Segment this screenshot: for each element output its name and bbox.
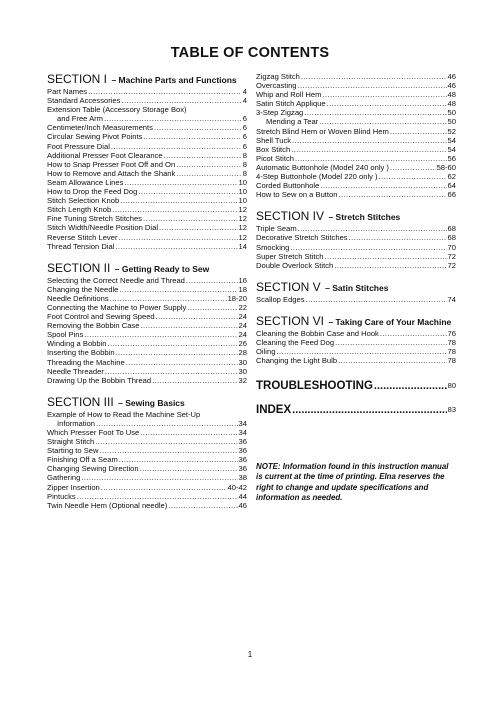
toc-entry[interactable] (256, 224, 456, 233)
section-number: SECTION VI (256, 313, 325, 328)
toc-entry[interactable] (47, 276, 247, 285)
dot-leader (101, 483, 227, 492)
toc-entry-page: 14 (238, 241, 247, 251)
dot-leader (119, 455, 238, 464)
toc-entry-page: 46 (447, 81, 456, 91)
dot-leader (301, 72, 447, 81)
toc-entry-page: 36 (238, 437, 247, 447)
toc-entry[interactable] (47, 214, 247, 223)
toc-entry[interactable] (47, 160, 247, 169)
dot-leader (140, 428, 237, 437)
toc-entry-label: Scallop Edges (256, 294, 305, 304)
dot-leader (176, 160, 242, 169)
toc-entry-label: Corded Buttonhole (256, 181, 320, 191)
section-gap (256, 304, 456, 314)
toc-entry-label: How to Drop the Feed Dog (47, 187, 138, 197)
toc-entry-label: How to Remove and Attach the Shank (47, 168, 176, 178)
toc-entry-label: How to Sew on a Button (256, 190, 338, 200)
toc-entry[interactable] (256, 356, 456, 365)
toc-entry[interactable] (47, 151, 247, 160)
section-subtitle: – Taking Care of Your Machine (328, 316, 452, 327)
dot-leader (380, 329, 447, 338)
toc-entry-label: Needle Definitions (47, 293, 109, 303)
page-number: 1 (247, 650, 253, 659)
toc-entry[interactable] (256, 163, 456, 172)
toc-entry[interactable] (47, 123, 247, 132)
toc-entry-page: 4 (242, 87, 247, 96)
section-number: SECTION V (256, 279, 321, 294)
toc-entry-page: 64 (447, 181, 456, 191)
dot-leader (187, 303, 237, 312)
dot-leader (168, 501, 237, 510)
dot-leader (306, 295, 447, 304)
toc-entry[interactable] (47, 96, 247, 105)
toc-entry-label: How to Snap Presser Foot Off and On (47, 159, 176, 169)
section-heading (47, 72, 247, 87)
section-heading (47, 395, 247, 410)
toc-entry[interactable] (47, 464, 247, 473)
toc-entry-page: 36 (238, 464, 247, 474)
toc-entry-page: 78 (447, 337, 456, 347)
toc-entry-label: Starting to Sew (47, 446, 99, 456)
section-subtitle: – Sewing Basics (118, 397, 185, 408)
dot-leader (186, 276, 238, 285)
toc-entry-label: Box Stitch (256, 144, 291, 154)
toc-entry-page: 76 (447, 328, 456, 338)
dot-leader (304, 108, 446, 117)
dot-leader (327, 99, 447, 108)
toc-entry-page: 58-60 (436, 162, 456, 172)
dot-leader (292, 136, 447, 145)
toc-entry[interactable] (47, 187, 247, 196)
toc-entry[interactable] (256, 252, 456, 261)
toc-entry-page: 6 (242, 114, 247, 124)
toc-entry-label: Fine Tuning Stretch Stitches (47, 214, 142, 224)
section-gap (47, 251, 247, 261)
toc-entry-label: Straight Stitch (47, 437, 95, 447)
toc-entry[interactable] (47, 419, 247, 428)
toc-entry[interactable] (47, 87, 247, 96)
dot-leader (338, 190, 446, 199)
toc-entry-page: 44 (238, 491, 247, 501)
toc-entry-page: 8 (242, 150, 247, 160)
toc-entry-label: Circular Sewing Pivot Points (47, 132, 143, 142)
dot-leader (298, 81, 447, 90)
dot-leader (124, 178, 237, 187)
toc-entry-label: Connecting the Machine to Power Supply (47, 302, 187, 312)
toc-entry-page: 8 (242, 168, 247, 178)
toc-entry-page: 46 (447, 72, 456, 81)
dot-leader (105, 367, 238, 376)
toc-entry-page: 68 (447, 233, 456, 243)
toc-entry[interactable] (256, 295, 456, 304)
dot-leader (111, 142, 242, 151)
toc-entry-page: 72 (447, 260, 456, 270)
toc-entry-page: 4 (242, 96, 247, 106)
toc-entry-label: Foot Pressure Dial (47, 141, 110, 151)
toc-entry-page: 56 (447, 153, 456, 163)
toc-entry[interactable] (47, 367, 247, 376)
dot-leader (108, 339, 238, 348)
toc-entry-page: 78 (447, 347, 456, 357)
dot-leader (276, 347, 446, 356)
toc-entry-page: 12 (238, 214, 247, 224)
toc-entry-label: Winding a Bobbin (47, 339, 107, 349)
toc-entry-page: 34 (238, 418, 247, 428)
toc-entry-label: Smocking (256, 242, 290, 252)
section-gap (256, 365, 456, 379)
toc-entry[interactable] (256, 190, 456, 199)
toc-entry-label: Twin Needle Hem (Optional needle) (47, 500, 168, 510)
toc-entry[interactable] (47, 455, 247, 464)
toc-entry[interactable] (47, 483, 247, 492)
dot-leader (298, 224, 447, 233)
toc-entry[interactable] (47, 169, 247, 178)
dot-leader (334, 261, 446, 270)
toc-entry[interactable] (47, 437, 247, 446)
toc-entry[interactable] (256, 243, 456, 252)
dot-leader (140, 321, 237, 330)
toc-entry-page: 46 (238, 500, 247, 510)
dot-leader (374, 379, 447, 393)
dot-leader (325, 252, 447, 261)
dot-leader (119, 285, 237, 294)
dot-leader (118, 233, 237, 242)
toc-entry-page: 28 (238, 348, 247, 358)
toc-entry-label: Decorative Stretch Stitches (256, 233, 348, 243)
toc-entry-label: Picot Stitch (256, 153, 294, 163)
section-gap (256, 270, 456, 280)
toc-entry-label: Stitch Width/Needle Position Dial (47, 223, 159, 233)
toc-entry-page: 12 (238, 223, 247, 233)
toc-entry-label: Stitch Length Knob (47, 205, 112, 215)
toc-entry[interactable] (256, 90, 456, 99)
toc-entry-page: 48 (447, 99, 456, 109)
toc-entry-page: 24 (238, 321, 247, 331)
toc-entry[interactable] (47, 446, 247, 455)
toc-entry[interactable] (47, 473, 247, 482)
toc-entry[interactable] (256, 145, 456, 154)
toc-entry-page: 48 (447, 90, 456, 100)
toc-entry-page: 66 (447, 190, 456, 200)
toc-entry-label: Extension Table (Accessory Storage Box) (47, 105, 187, 115)
toc-entry[interactable] (47, 321, 247, 330)
toc-entry-page: 30 (238, 357, 247, 367)
dot-leader (379, 172, 447, 181)
toc-entry-label: Satin Stitch Applique (256, 99, 326, 109)
section-number: SECTION I (47, 72, 108, 86)
toc-entry-page: 6 (242, 132, 247, 142)
toc-entry-label: Reverse Stitch Lever (47, 232, 118, 242)
toc-entry-label: Removing the Bobbin Case (47, 321, 140, 331)
dot-leader (95, 437, 237, 446)
section-number: SECTION III (47, 394, 114, 409)
toc-entry[interactable] (256, 136, 456, 145)
toc-major-page: 80 (447, 381, 456, 391)
toc-entry-page: 54 (447, 144, 456, 154)
toc-entry-page: 30 (238, 366, 247, 376)
toc-entry-page: 50 (447, 117, 456, 127)
dot-leader (338, 356, 446, 365)
toc-entry-page: 18 (238, 284, 247, 294)
toc-entry-page: 32 (238, 375, 247, 385)
dot-leader (349, 233, 447, 242)
toc-entry[interactable] (47, 178, 247, 187)
dot-leader (292, 403, 447, 417)
dot-leader (143, 132, 241, 141)
toc-entry-label: Cleaning the Bobbin Case and Hook (256, 328, 379, 338)
toc-entry-label: Which Presser Foot To Use (47, 428, 140, 437)
toc-entry-label: Super Stretch Stitch (256, 251, 324, 261)
toc-entry[interactable] (47, 132, 247, 141)
toc-entry-page: 22 (238, 302, 247, 312)
toc-major-label: INDEX (256, 404, 292, 417)
toc-entry-label: 4-Step Buttonhole (Model 220 only ) (256, 172, 378, 182)
dot-leader (121, 96, 241, 105)
dot-leader (290, 243, 446, 252)
toc-entry[interactable] (47, 303, 247, 312)
toc-entry[interactable] (47, 410, 247, 419)
toc-entry[interactable] (47, 339, 247, 348)
dot-leader (96, 419, 238, 428)
toc-entry-label: Pintucks (47, 491, 76, 501)
toc-entry-page: 10 (238, 187, 247, 197)
toc-entry-page: 38 (238, 473, 247, 483)
toc-entry-label: Triple Seam (256, 224, 297, 234)
toc-entry-label: Gathering (47, 473, 81, 483)
dot-leader (115, 242, 237, 251)
dot-leader (84, 330, 237, 339)
dot-leader (164, 151, 242, 160)
toc-entry[interactable] (47, 492, 247, 501)
toc-entry[interactable] (47, 358, 247, 367)
toc-entry-label: Overcasting (256, 81, 297, 91)
toc-major-label: TROUBLESHOOTING (256, 380, 373, 393)
section-subtitle: – Machine Parts and Functions (111, 75, 237, 85)
toc-entry-page: 74 (447, 294, 456, 304)
page-title: TABLE OF CONTENTS (170, 45, 330, 61)
section-gap (47, 385, 247, 395)
section-gap (256, 199, 456, 209)
toc-entry-label: Needle Threader (47, 366, 104, 376)
toc-entry-label: Stretch Blind Hem or Woven Blind Hem (256, 126, 389, 136)
toc-entry-label: Information (57, 418, 95, 428)
toc-entry[interactable] (256, 261, 456, 270)
section-number: SECTION II (47, 260, 111, 275)
toc-entry-page: 24 (238, 312, 247, 322)
toc-entry[interactable] (256, 181, 456, 190)
toc-entry-label: Drawing Up the Bobbin Thread (47, 375, 152, 385)
dot-leader (154, 123, 242, 132)
dot-leader (291, 145, 446, 154)
toc-entry-label: Foot Control and Sewing Speed (47, 312, 155, 322)
toc-entry[interactable] (47, 114, 247, 123)
dot-leader (152, 376, 237, 385)
toc-entry[interactable] (256, 172, 456, 181)
dot-leader (88, 87, 242, 96)
toc-entry[interactable] (256, 347, 456, 356)
toc-entry[interactable] (47, 330, 247, 339)
toc-entry-label: Cleaning the Feed Dog (256, 337, 335, 347)
toc-entry-page: 34 (238, 428, 247, 437)
toc-entry[interactable] (256, 99, 456, 108)
toc-entry[interactable] (47, 105, 247, 114)
dot-leader (390, 127, 447, 136)
toc-entry[interactable] (47, 428, 247, 437)
toc-entry-label: Oiling (256, 347, 276, 357)
toc-entry-label: Changing Sewing Direction (47, 464, 139, 474)
toc-entry-page: 78 (447, 356, 456, 366)
toc-entry-label: Example of How to Read the Machine Set-Up (47, 409, 201, 419)
toc-entry-page: 26 (238, 339, 247, 349)
toc-entry[interactable] (47, 376, 247, 385)
toc-entry-page: 6 (242, 141, 247, 151)
toc-entry-label: 3-Step Zigzag (256, 108, 304, 118)
toc-entry[interactable] (47, 285, 247, 294)
toc-entry-label: Changing the Light Bulb (256, 356, 338, 366)
toc-entry-label: Whip and Roll Hem (256, 90, 322, 100)
toc-entry[interactable] (47, 142, 247, 151)
toc-entry[interactable] (47, 242, 247, 251)
dot-leader (81, 473, 237, 482)
toc-entry-label: Double Overlock Stitch (256, 260, 334, 270)
toc-major-entry[interactable] (256, 403, 456, 417)
toc-entry-label: Finishing Off a Seam (47, 455, 118, 465)
dot-leader (335, 338, 446, 347)
toc-entry-page: 16 (238, 275, 247, 285)
dot-leader (126, 358, 238, 367)
toc-entry[interactable] (47, 196, 247, 205)
section-heading (47, 261, 247, 276)
toc-entry-label: and Free Arm (57, 114, 104, 124)
toc-entry[interactable] (256, 72, 456, 81)
toc-entry-page: 62 (447, 172, 456, 182)
toc-entry[interactable] (47, 223, 247, 232)
section-heading (256, 280, 456, 295)
toc-entry-page: 18-20 (227, 293, 247, 303)
toc-entry-page: 12 (238, 205, 247, 215)
toc-entry-label: Centimeter/Inch Measurements (47, 123, 153, 133)
toc-entry-page: 70 (447, 242, 456, 252)
toc-entry[interactable] (47, 233, 247, 242)
dot-leader (110, 294, 227, 303)
toc-entry-label: Changing the Needle (47, 284, 119, 294)
toc-entry-page: 54 (447, 135, 456, 145)
dot-leader (295, 154, 447, 163)
dot-leader (120, 196, 237, 205)
toc-entry-label: Automatic Buttonhole (Model 240 only ) (256, 162, 389, 172)
toc-entry-page: 12 (238, 232, 247, 242)
section-number: SECTION IV (256, 209, 325, 224)
dot-leader (138, 187, 237, 196)
dot-leader (104, 114, 242, 123)
dot-leader (143, 214, 238, 223)
toc-entry[interactable] (256, 338, 456, 347)
toc-entry-label: Standard Accessories (47, 96, 121, 106)
toc-entry-label: Mending a Tear (266, 117, 319, 127)
section-subtitle: – Stretch Stitches (328, 212, 401, 223)
toc-entry-label: Spool Pins (47, 330, 84, 340)
dot-leader (100, 446, 238, 455)
dot-leader (320, 181, 446, 190)
toc-entry[interactable] (256, 108, 456, 117)
toc-left-column (47, 72, 247, 510)
toc-entry[interactable] (47, 312, 247, 321)
toc-major-page: 83 (447, 405, 456, 415)
toc-entry[interactable] (47, 501, 247, 510)
dot-leader (116, 348, 238, 357)
dot-leader (140, 464, 238, 473)
dot-leader (319, 117, 446, 126)
toc-entry[interactable] (256, 233, 456, 242)
toc-entry-label: Part Names (47, 87, 88, 96)
toc-entry-label: Shell Tuck (256, 135, 292, 145)
toc-entry[interactable] (256, 127, 456, 136)
toc-entry-page: 72 (447, 251, 456, 261)
toc-entry-label: Zigzag Stitch (256, 72, 300, 81)
toc-entry-label: Threading the Machine (47, 357, 125, 367)
toc-entry-label: Inserting the Bobbin (47, 348, 115, 358)
toc-entry[interactable] (256, 117, 456, 126)
toc-entry-page: 52 (447, 126, 456, 136)
section-heading (256, 314, 456, 329)
toc-entry-page: 6 (242, 123, 247, 133)
dot-leader (156, 312, 238, 321)
dot-leader (322, 90, 446, 99)
dot-leader (159, 223, 238, 232)
toc-entry[interactable] (47, 205, 247, 214)
section-gap (256, 393, 456, 403)
dot-leader (176, 169, 241, 178)
toc-entry-page: 50 (447, 108, 456, 118)
toc-right-column (256, 72, 456, 417)
section-subtitle: – Getting Ready to Sew (114, 263, 210, 274)
toc-entry-page: 68 (447, 224, 456, 234)
toc-entry-page: 40-42 (227, 482, 247, 492)
toc-entry[interactable] (47, 348, 247, 357)
disclaimer-note: NOTE: Information found in this instruction manual is current at the time of printing. Elna reserves the right to change and update specifications and information as needed. (256, 462, 449, 502)
toc-entry-page: 10 (238, 196, 247, 206)
toc-entry-label: Thread Tension Dial (47, 241, 115, 251)
section-subtitle: – Satin Stitches (325, 282, 389, 293)
toc-entry-page: 10 (238, 177, 247, 187)
toc-entry[interactable] (256, 329, 456, 338)
toc-entry[interactable] (256, 81, 456, 90)
toc-entry-label: Zipper Insertion (47, 482, 100, 492)
toc-entry-label: Selecting the Correct Needle and Thread (47, 275, 185, 285)
toc-entry-label: Seam Allowance Lines (47, 177, 124, 187)
toc-major-entry[interactable] (256, 379, 456, 393)
toc-entry-page: 36 (238, 446, 247, 456)
dot-leader (112, 205, 237, 214)
toc-entry-page: 24 (238, 330, 247, 340)
section-heading (256, 209, 456, 224)
toc-entry-label: Stitch Selection Knob (47, 196, 120, 206)
toc-entry[interactable] (256, 154, 456, 163)
toc-entry-page: 8 (242, 159, 247, 169)
toc-entry-page: 36 (238, 455, 247, 465)
dot-leader (390, 163, 436, 172)
dot-leader (77, 492, 238, 501)
toc-entry-label: Additional Presser Foot Clearance (47, 150, 163, 160)
toc-entry[interactable] (47, 294, 247, 303)
